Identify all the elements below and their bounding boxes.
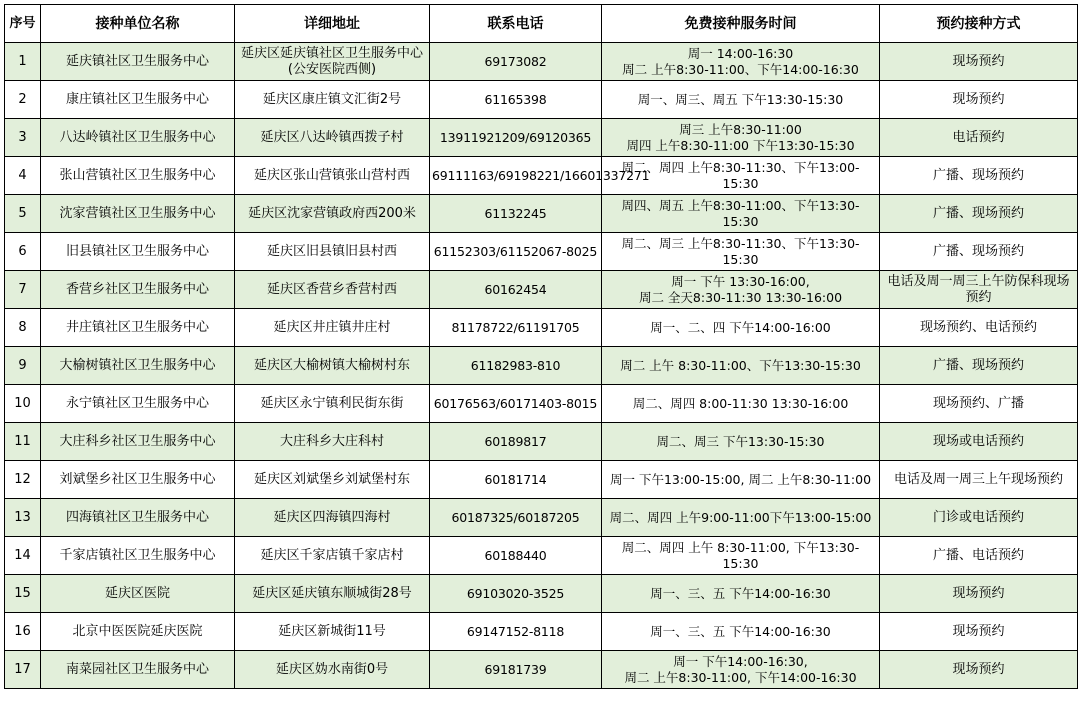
cell-seq: 10 <box>5 385 41 423</box>
cell-seq: 5 <box>5 195 41 233</box>
header-phone: 联系电话 <box>430 5 602 43</box>
cell-seq: 11 <box>5 423 41 461</box>
cell-phone: 69111163/69198221/16601337271 <box>430 157 602 195</box>
cell-time: 周一 下午14:00-16:30, 周二 上午8:30-11:00, 下午14:00-16:30 <box>602 651 880 689</box>
table-row <box>5 81 1078 119</box>
cell-time: 周四、周五 上午8:30-11:00、下午13:30-15:30 <box>602 195 880 233</box>
cell-address: 延庆区井庄镇井庄村 <box>235 309 430 347</box>
cell-phone: 60188440 <box>430 537 602 575</box>
cell-method: 广播、电话预约 <box>880 537 1078 575</box>
cell-unit: 延庆镇社区卫生服务中心 <box>41 43 235 81</box>
cell-time: 周二、周三 下午13:30-15:30 <box>602 423 880 461</box>
cell-address: 延庆区张山营镇张山营村西 <box>235 157 430 195</box>
cell-phone: 69103020-3525 <box>430 575 602 613</box>
cell-time: 周三 上午8:30-11:00 周四 上午8:30-11:00 下午13:30-15:30 <box>602 119 880 157</box>
cell-method: 电话及周一周三上午防保科现场预约 <box>880 271 1078 309</box>
table-row <box>5 119 1078 157</box>
table-row <box>5 385 1078 423</box>
table-row <box>5 461 1078 499</box>
table-row <box>5 43 1078 81</box>
vaccination-table-container <box>4 4 1078 689</box>
table-header-row <box>5 5 1078 43</box>
cell-seq: 1 <box>5 43 41 81</box>
cell-seq: 14 <box>5 537 41 575</box>
cell-address: 延庆区新城街11号 <box>235 613 430 651</box>
cell-unit: 旧县镇社区卫生服务中心 <box>41 233 235 271</box>
cell-phone: 61132245 <box>430 195 602 233</box>
cell-time: 周一 下午13:00-15:00, 周二 上午8:30-11:00 <box>602 461 880 499</box>
cell-phone: 60187325/60187205 <box>430 499 602 537</box>
cell-seq: 7 <box>5 271 41 309</box>
cell-address: 延庆区康庄镇文汇街2号 <box>235 81 430 119</box>
table-row <box>5 537 1078 575</box>
cell-phone: 61165398 <box>430 81 602 119</box>
cell-method: 现场预约 <box>880 81 1078 119</box>
cell-time: 周一、三、五 下午14:00-16:30 <box>602 613 880 651</box>
cell-unit: 大庄科乡社区卫生服务中心 <box>41 423 235 461</box>
cell-time: 周二、周四 8:00-11:30 13:30-16:00 <box>602 385 880 423</box>
cell-unit: 刘斌堡乡社区卫生服务中心 <box>41 461 235 499</box>
cell-seq: 16 <box>5 613 41 651</box>
cell-address: 延庆区香营乡香营村西 <box>235 271 430 309</box>
table-row <box>5 423 1078 461</box>
cell-seq: 12 <box>5 461 41 499</box>
header-time: 免费接种服务时间 <box>602 5 880 43</box>
cell-method: 现场预约 <box>880 613 1078 651</box>
cell-method: 电话及周一周三上午现场预约 <box>880 461 1078 499</box>
cell-seq: 17 <box>5 651 41 689</box>
table-row <box>5 309 1078 347</box>
cell-phone: 60176563/60171403-8015 <box>430 385 602 423</box>
cell-phone: 69173082 <box>430 43 602 81</box>
cell-time: 周一 下午 13:30-16:00, 周二 全天8:30-11:30 13:30-16:00 <box>602 271 880 309</box>
cell-time: 周二、周四 上午 8:30-11:00, 下午13:30-15:30 <box>602 537 880 575</box>
header-seq: 序号 <box>5 5 41 43</box>
header-unit: 接种单位名称 <box>41 5 235 43</box>
cell-phone: 69147152-8118 <box>430 613 602 651</box>
cell-address: 延庆区旧县镇旧县村西 <box>235 233 430 271</box>
cell-time: 周二、周四 上午8:30-11:30、下午13:00-15:30 <box>602 157 880 195</box>
table-row <box>5 651 1078 689</box>
cell-method: 现场预约 <box>880 651 1078 689</box>
cell-method: 门诊或电话预约 <box>880 499 1078 537</box>
cell-unit: 香营乡社区卫生服务中心 <box>41 271 235 309</box>
cell-method: 广播、现场预约 <box>880 347 1078 385</box>
cell-phone: 61152303/61152067-8025 <box>430 233 602 271</box>
cell-phone: 60189817 <box>430 423 602 461</box>
cell-unit: 四海镇社区卫生服务中心 <box>41 499 235 537</box>
cell-unit: 千家店镇社区卫生服务中心 <box>41 537 235 575</box>
cell-address: 延庆区延庆镇东顺城街28号 <box>235 575 430 613</box>
cell-address: 大庄科乡大庄科村 <box>235 423 430 461</box>
table-row <box>5 195 1078 233</box>
cell-unit: 康庄镇社区卫生服务中心 <box>41 81 235 119</box>
cell-seq: 8 <box>5 309 41 347</box>
cell-address: 延庆区延庆镇社区卫生服务中心(公安医院西侧) <box>235 43 430 81</box>
cell-time: 周一 14:00-16:30 周二 上午8:30-11:00、下午14:00-16:30 <box>602 43 880 81</box>
cell-address: 延庆区大榆树镇大榆树村东 <box>235 347 430 385</box>
table-row <box>5 157 1078 195</box>
cell-address: 延庆区八达岭镇西拨子村 <box>235 119 430 157</box>
vaccination-sites-table <box>4 4 1078 689</box>
cell-seq: 6 <box>5 233 41 271</box>
cell-time: 周二、周三 上午8:30-11:30、下午13:30-15:30 <box>602 233 880 271</box>
cell-address: 延庆区千家店镇千家店村 <box>235 537 430 575</box>
header-address: 详细地址 <box>235 5 430 43</box>
cell-phone: 61182983-810 <box>430 347 602 385</box>
cell-method: 现场预约、电话预约 <box>880 309 1078 347</box>
cell-unit: 永宁镇社区卫生服务中心 <box>41 385 235 423</box>
cell-address: 延庆区四海镇四海村 <box>235 499 430 537</box>
cell-unit: 井庄镇社区卫生服务中心 <box>41 309 235 347</box>
cell-time: 周一、周三、周五 下午13:30-15:30 <box>602 81 880 119</box>
table-row <box>5 233 1078 271</box>
cell-unit: 南菜园社区卫生服务中心 <box>41 651 235 689</box>
cell-method: 现场预约、广播 <box>880 385 1078 423</box>
cell-unit: 八达岭镇社区卫生服务中心 <box>41 119 235 157</box>
cell-method: 电话预约 <box>880 119 1078 157</box>
cell-address: 延庆区妫水南街0号 <box>235 651 430 689</box>
cell-phone: 60162454 <box>430 271 602 309</box>
cell-seq: 2 <box>5 81 41 119</box>
cell-unit: 沈家营镇社区卫生服务中心 <box>41 195 235 233</box>
cell-phone: 81178722/61191705 <box>430 309 602 347</box>
cell-method: 广播、现场预约 <box>880 157 1078 195</box>
cell-method: 广播、现场预约 <box>880 233 1078 271</box>
cell-seq: 4 <box>5 157 41 195</box>
cell-address: 延庆区永宁镇利民街东街 <box>235 385 430 423</box>
cell-seq: 3 <box>5 119 41 157</box>
cell-method: 现场预约 <box>880 575 1078 613</box>
cell-phone: 69181739 <box>430 651 602 689</box>
cell-seq: 15 <box>5 575 41 613</box>
cell-address: 延庆区刘斌堡乡刘斌堡村东 <box>235 461 430 499</box>
cell-method: 现场预约 <box>880 43 1078 81</box>
table-row <box>5 499 1078 537</box>
cell-time: 周一、三、五 下午14:00-16:30 <box>602 575 880 613</box>
table-body <box>5 43 1078 689</box>
cell-phone: 13911921209/69120365 <box>430 119 602 157</box>
cell-address: 延庆区沈家营镇政府西200米 <box>235 195 430 233</box>
cell-seq: 9 <box>5 347 41 385</box>
cell-unit: 张山营镇社区卫生服务中心 <box>41 157 235 195</box>
header-method: 预约接种方式 <box>880 5 1078 43</box>
table-row <box>5 613 1078 651</box>
cell-method: 广播、现场预约 <box>880 195 1078 233</box>
cell-unit: 北京中医医院延庆医院 <box>41 613 235 651</box>
cell-seq: 13 <box>5 499 41 537</box>
cell-time: 周二、周四 上午9:00-11:00下午13:00-15:00 <box>602 499 880 537</box>
cell-method: 现场或电话预约 <box>880 423 1078 461</box>
cell-time: 周一、二、四 下午14:00-16:00 <box>602 309 880 347</box>
table-row <box>5 575 1078 613</box>
table-row <box>5 347 1078 385</box>
cell-time: 周二 上午 8:30-11:00、下午13:30-15:30 <box>602 347 880 385</box>
table-row <box>5 271 1078 309</box>
cell-phone: 60181714 <box>430 461 602 499</box>
cell-unit: 大榆树镇社区卫生服务中心 <box>41 347 235 385</box>
cell-unit: 延庆区医院 <box>41 575 235 613</box>
